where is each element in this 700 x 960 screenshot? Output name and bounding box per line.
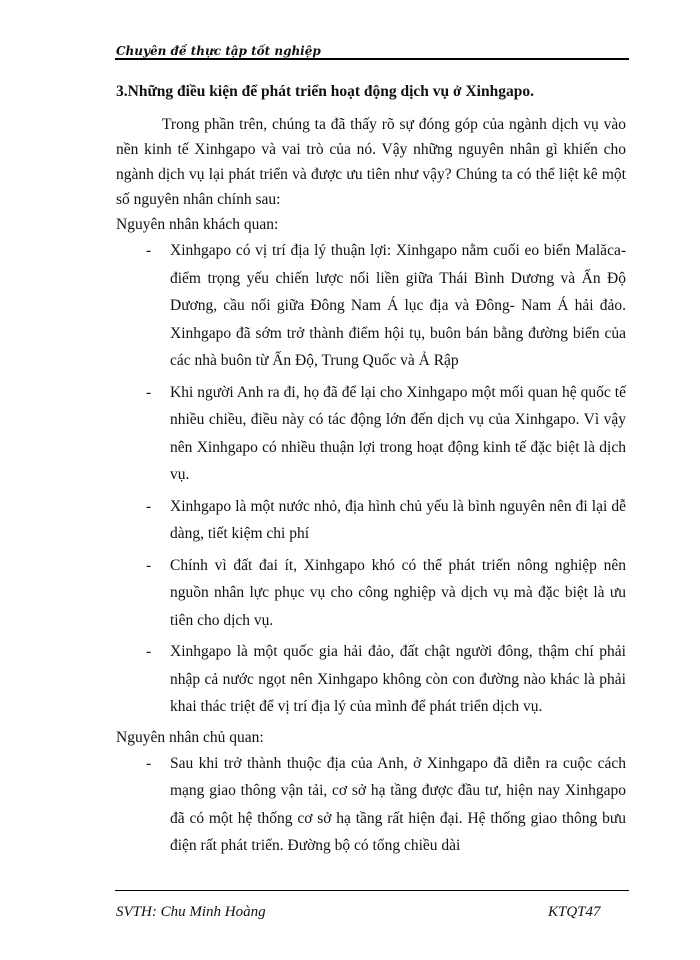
subjective-list [116, 750, 626, 860]
bullet-dash: - [146, 643, 152, 660]
list-item [116, 750, 626, 860]
footer-class-code: KTQT47 [548, 904, 601, 920]
list-item [116, 237, 626, 375]
bullet-dash: - [146, 242, 152, 259]
list-item-text: Sau khi trở thành thuộc địa của Anh, ở Xinhgapo đã diễn ra cuộc cách mạng giao thông vận tải, cơ sở hạ tầng được đầu tư, hiện nay Xinhgapo đã có một hệ thống cơ sở hạ tầng rất hiện đại. Hệ thống giao thông bưu điện rất phát triển. Đường bộ có tổng chiều dài [170, 754, 626, 854]
footer-divider [115, 890, 629, 891]
list-item-text: Xinhgapo là một quốc gia hải đảo, đất chật người đông, thậm chí phải nhập cả nước ngọt nên Xinhgapo không còn con đường nào khác là phải khai thác triệt để vị trí địa lý của mình để phát triển dịch vụ. [170, 643, 626, 715]
list-item [116, 493, 626, 548]
header-divider [115, 58, 629, 60]
bullet-dash: - [146, 754, 152, 772]
list-item-text: Xinhgapo có vị trí địa lý thuận lợi: Xinhgapo nằm cuối eo biển Malăca- điểm trọng yếu chiến lược nối liền giữa Thái Bình Dương và Ấn Độ Dương, cầu nối giữa Đông Nam Á lục địa và Đông- Nam Á hải đảo. Xinhgapo đã sớm trở thành điểm hội tụ, buôn bán bằng đường biển của các nhà buôn từ Ấn Độ, Trung Quốc và Ả Rập [170, 242, 626, 369]
list-item [116, 638, 626, 721]
footer-author: SVTH: Chu Minh Hoàng [116, 904, 266, 920]
intro-paragraph: Trong phần trên, chúng ta đã thấy rõ sự đóng góp của ngành dịch vụ vào nền kinh tế Xinhgapo và vai trò của nó. Vậy những nguyên nhân gì khiến cho ngành dịch vụ lại phát triển và được ưu tiên như vậy? Chúng ta có thể liệt kê một số nguyên nhân chính sau: [116, 116, 626, 208]
list-item-text: Chính vì đất đai ít, Xinhgapo khó có thể phát triển nông nghiệp nên nguồn nhân lực phục vụ cho công nghiệp và dịch vụ mà đặc biệt là ưu tiên cho dịch vụ. [170, 556, 626, 629]
objective-list [116, 237, 626, 721]
subjective-label: Nguyên nhân chủ quan: [116, 728, 264, 746]
running-header: Chuyên đề thực tập tốt nghiệp [116, 44, 321, 58]
bullet-dash: - [146, 383, 152, 401]
bullet-dash: - [146, 497, 152, 515]
objective-label: Nguyên nhân khách quan: [116, 216, 279, 233]
list-item-text: Xinhgapo là một nước nhỏ, địa hình chủ yếu là bình nguyên nên đi lại dễ dàng, tiết kiệm chi phí [170, 497, 626, 542]
list-item-text: Khi người Anh ra đi, họ đã để lại cho Xinhgapo một mối quan hệ quốc tế nhiều chiều, điều này có tác động lớn đến dịch vụ của Xinhgapo. Vì vậy nên Xinhgapo có nhiều thuận lợi trong hoạt động kinh tế đặc biệt là dịch vụ. [170, 383, 626, 483]
list-item [116, 552, 626, 635]
section-title: 3.Những điều kiện để phát triển hoạt động dịch vụ ở Xinhgapo. [116, 83, 534, 100]
list-item [116, 379, 626, 489]
bullet-dash: - [146, 556, 152, 574]
page-body [116, 80, 626, 864]
